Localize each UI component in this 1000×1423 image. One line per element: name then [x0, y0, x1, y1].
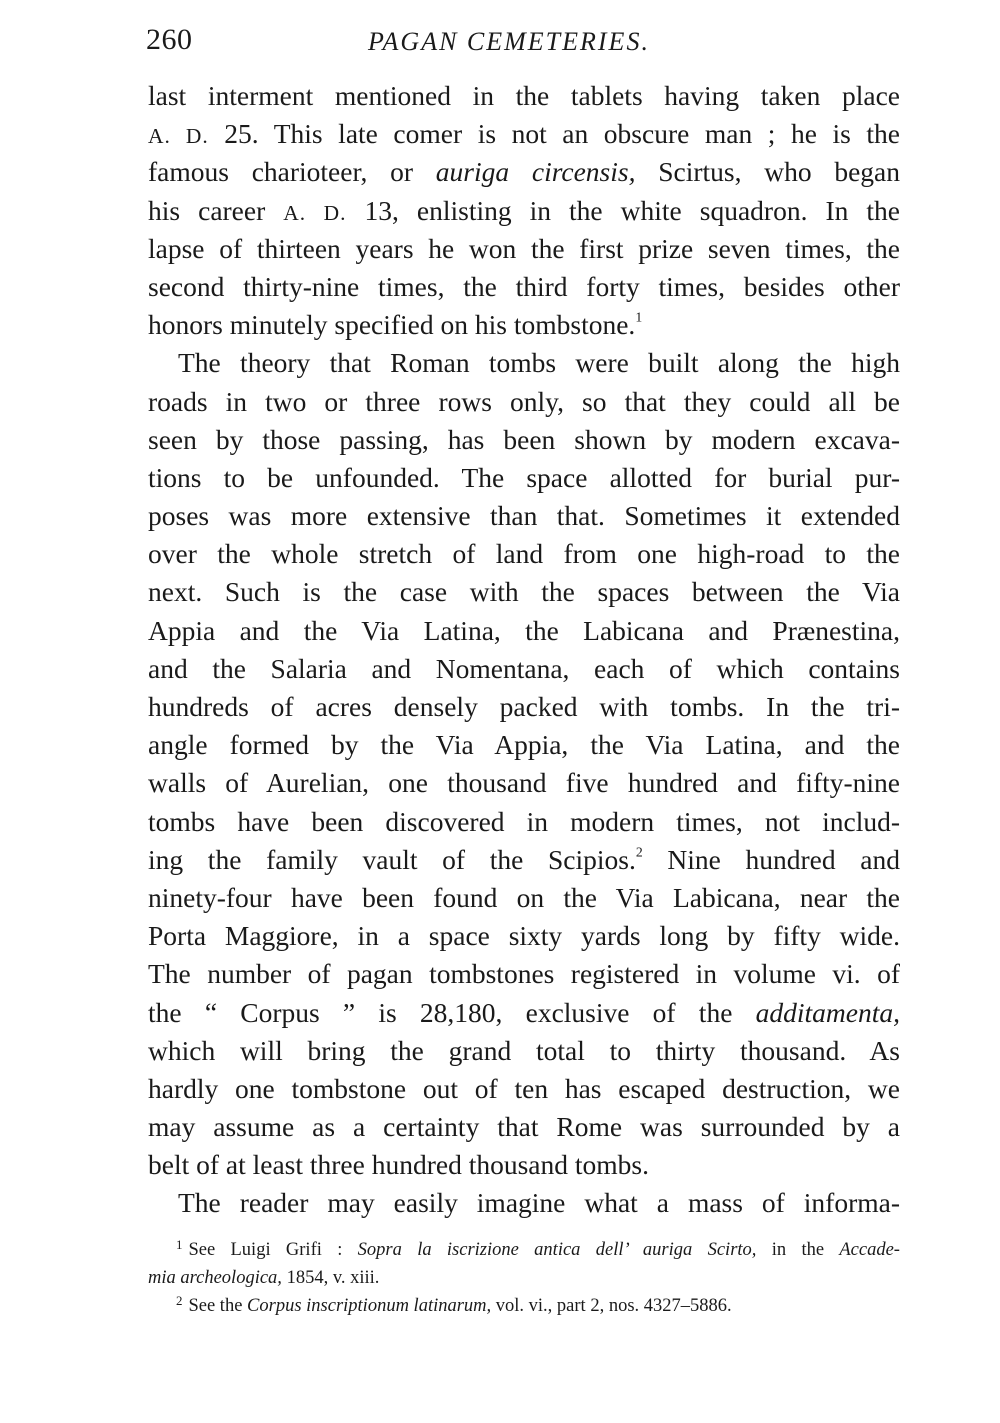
text-run: which will bring the grand total to thirty thousand. As	[148, 1034, 900, 1066]
text-line	[148, 573, 900, 611]
text-run: See the	[188, 1296, 248, 1316]
text-run: 13, enlisting in the white squadron. In the	[346, 194, 900, 226]
text-run: may assume as a certainty that Rome was surrounded by a	[148, 1111, 900, 1143]
text-run: belt of at least three hundred thousand tombs.	[148, 1149, 649, 1181]
text-line	[148, 955, 900, 993]
text-line	[148, 535, 900, 573]
footnote-ref-2[interactable]: 2	[635, 844, 643, 860]
italic-title: Accade-	[839, 1240, 900, 1260]
text-run: Nine hundred and	[642, 843, 900, 875]
body-text	[148, 77, 900, 1223]
italic-title: Sopra la iscrizione antica dell’ auriga Scirto,	[357, 1240, 757, 1260]
text-line	[148, 879, 900, 917]
text-line	[148, 306, 900, 344]
text-run: second thirty-nine times, the third forty times, besides other	[148, 270, 900, 302]
small-caps-era: A. D.	[283, 200, 347, 225]
text-line	[148, 383, 900, 421]
text-line	[148, 497, 900, 535]
text-run: his career	[148, 194, 284, 226]
text-line	[148, 841, 900, 879]
text-run: hardly one tombstone out of ten has escaped destruction, we	[148, 1072, 900, 1104]
footnote-2	[148, 1292, 900, 1320]
text-run: See Luigi Grifi :	[188, 1240, 358, 1260]
text-line	[148, 764, 900, 802]
text-run: hundreds of acres densely packed with tombs. In the tri-	[148, 691, 900, 722]
text-run: tions to be unfounded. The space allotted for burial pur-	[148, 461, 900, 493]
text-run: ing the family vault of the Scipios.	[148, 843, 636, 875]
text-run: The reader may easily imagine what a mass of informa-	[178, 1187, 900, 1219]
text-line	[148, 153, 900, 191]
text-run: ninety-four have been found on the Via Labicana, near the	[148, 881, 900, 913]
footnote-1-cont	[148, 1264, 900, 1292]
text-run: last interment mentioned in the tablets having taken place	[148, 80, 900, 111]
italic-title: Corpus inscriptionum latinarum,	[247, 1296, 492, 1316]
footnote-mark: 2	[176, 1292, 183, 1308]
text-line	[148, 1146, 900, 1184]
text-line	[148, 612, 900, 650]
text-line	[148, 230, 900, 268]
footnote-mark: 1	[176, 1236, 183, 1252]
text-line	[148, 268, 900, 306]
text-line	[148, 192, 900, 230]
text-line	[148, 115, 900, 153]
text-run: poses was more extensive than that. Sometimes it extended	[148, 500, 900, 532]
text-run: 1854, v. xiii.	[281, 1268, 380, 1288]
text-line	[148, 917, 900, 955]
text-run: lapse of thirteen years he won the first prize seven times, the	[148, 232, 900, 264]
text-line	[148, 459, 900, 497]
text-run: The number of pagan tombstones registered in volume vi. of	[148, 958, 900, 990]
text-line	[148, 1108, 900, 1146]
text-run: in the	[756, 1240, 840, 1260]
text-run: angle formed by the Via Appia, the Via Latina, and the	[148, 729, 900, 761]
text-line	[148, 994, 900, 1032]
text-run: over the whole stretch of land from one high-road to the	[148, 538, 900, 570]
text-run: next. Such is the case with the spaces between the Via	[148, 576, 900, 608]
italic-term: auriga circensis,	[435, 156, 636, 188]
text-run: 25. This late comer is not an obscure man ; he is the	[208, 118, 900, 150]
italic-term: additamenta,	[755, 996, 900, 1028]
text-run: honors minutely specified on his tombstone.	[148, 309, 636, 341]
text-line	[148, 688, 900, 726]
text-line	[148, 344, 900, 382]
text-line	[148, 803, 900, 841]
text-run: Porta Maggiore, in a space sixty yards long by fifty wide.	[148, 920, 900, 952]
text-run: Scirtus, who began	[635, 156, 900, 188]
text-line	[148, 77, 900, 115]
text-line	[148, 1070, 900, 1108]
page-number: 260	[146, 23, 193, 56]
text-run: Appia and the Via Latina, the Labicana and Prænestina,	[148, 614, 900, 646]
text-line	[148, 1184, 900, 1222]
text-run: roads in two or three rows only, so that they could all be	[148, 385, 900, 417]
text-line	[148, 726, 900, 764]
text-run: tombs have been discovered in modern times, not includ-	[148, 805, 900, 837]
text-run: seen by those passing, has been shown by modern excava-	[148, 423, 900, 455]
text-run: The theory that Roman tombs were built along the high	[178, 347, 900, 379]
page-header	[146, 20, 900, 60]
text-line	[148, 650, 900, 688]
text-run: and the Salaria and Nomentana, each of which contains	[148, 652, 900, 684]
small-caps-era: A. D.	[148, 124, 209, 149]
footnote-1	[148, 1236, 900, 1264]
text-run: vol. vi., part 2, nos. 4327–5886.	[491, 1296, 732, 1316]
text-run: famous charioteer, or	[148, 156, 436, 188]
footnote-ref-1[interactable]: 1	[635, 309, 643, 325]
footnotes	[148, 1236, 900, 1320]
text-line	[148, 421, 900, 459]
text-run: the “ Corpus ” is 28,180, exclusive of the	[148, 996, 756, 1028]
text-line	[148, 1032, 900, 1070]
text-run: walls of Aurelian, one thousand five hundred and fifty-nine	[148, 767, 900, 799]
running-head: PAGAN CEMETERIES.	[368, 27, 650, 56]
italic-title: mia archeologica,	[148, 1268, 282, 1288]
